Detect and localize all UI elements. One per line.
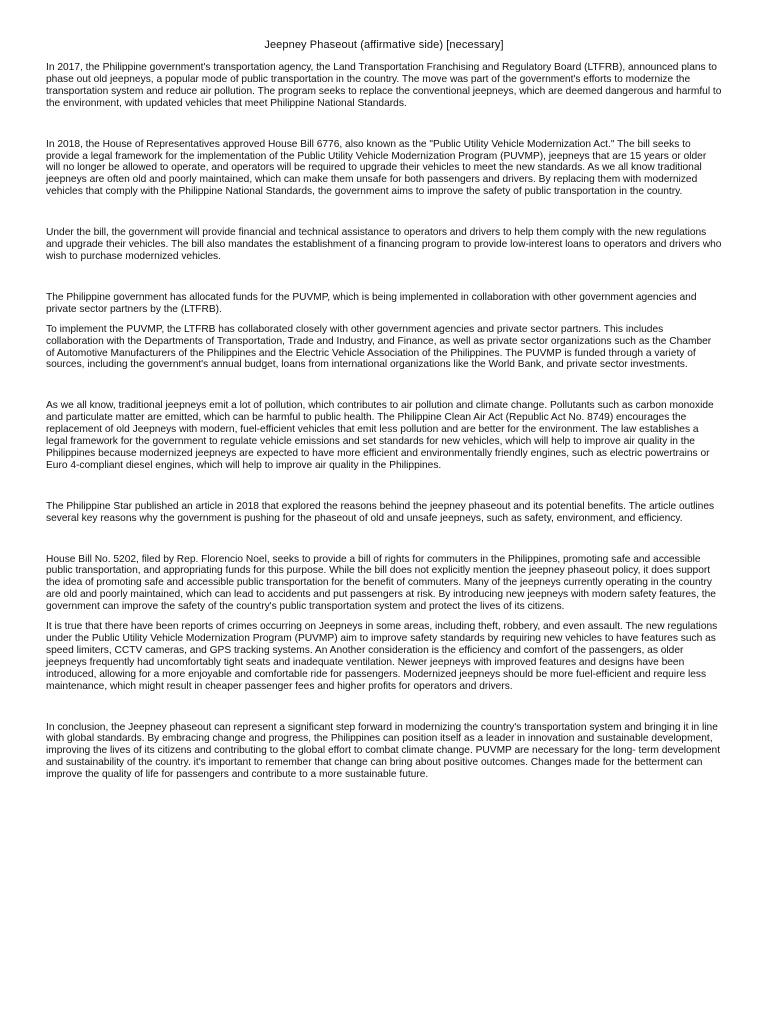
paragraph-pollution: As we all know, traditional jeepneys emit a lot of pollution, which contributes to air pollution and climate change. Pollutants such as carbon monoxide and particulate matter are emitted, which can be harmful to public health. The Philippine Clean Air Act (Republic Act No. 8749) encourages the replacement of old Jeepneys with modern, fuel-efficient vehicles that emit less pollution and are better for the environment. The law establishes a legal framework for the government to regulate vehicle emissions and set standards for new vehicles, which will help to improve air quality in the Philippines because modernized jeepneys are expected to have more efficient and environmentally friendly engines, such as electric powertrains or Euro 4-compliant diesel engines, which will help to improve air quality in the Philippines. <box>46 400 714 471</box>
paragraph-house-bill-5202: House Bill No. 5202, filed by Rep. Florencio Noel, seeks to provide a bill of rights for commuters in the Philippines, promoting safe and accessible public transportation, and appropriating funds for this purpose. While the bill does not explicitly mention the jeepney phaseout policy, it does support the idea of promoting safe and accessible public transportation for the benefit of commuters. Many of the jeepneys currently operating in the country are old and poorly maintained, which can lead to accidents and put passengers at risk. By introducing new jeepneys with modern safety features, the government can improve the safety of the country's public transportation system and protect the lives of its citizens. <box>46 553 716 613</box>
paragraph-philippine-star: The Philippine Star published an article in 2018 that explored the reasons behind the jeepney phaseout and its potential benefits. The article outlines several key reasons why the government is pushing for the phaseout of old and unsafe jeepneys, such as safety, environment, and efficiency. <box>46 500 715 524</box>
paragraph-crime-safety: It is true that there have been reports of crimes occurring on Jeepneys in some areas, including theft, robbery, and even assault. The new regulations under the Public Utility Vehicle Modernization Program (PUVMP) aim to improve safety standards by requiring new vehicles to have features such as speed limiters, CCTV cameras, and GPS tracking systems. An Another consideration is the efficiency and comfort of the passengers, as older jeepneys frequently had uncomfortably tight seats and inadequate ventilation. Newer jeepneys with improved features and designs have been introduced, allowing for a more enjoyable and comfortable ride for passengers. Modernized jeepneys should be more fuel-efficient and require less maintenance, which might result in cheaper passenger fees and higher profits for operators and drivers. <box>46 621 718 692</box>
paragraph-implementation: To implement the PUVMP, the LTFRB has collaborated closely with other government agencies and private sector partners. This includes collaboration with the Departments of Transportation, Trade and Industry, and Finance, as well as private sector organizations such as the Chamber of Automotive Manufacturers of the Philippines and the Electric Vehicle Association of the Philippines. The PUVMP is funded through a variety of sources, including the government's annual budget, loans from international organizations like the World Bank, and private sector investments. <box>46 323 712 371</box>
paragraph-allocated-funds: The Philippine government has allocated funds for the PUVMP, which is being implemented in collaboration with other government agencies and private sector partners by the (LTFRB). <box>46 291 697 315</box>
paragraph-financial-assistance: Under the bill, the government will provide financial and technical assistance to operators and drivers to help them comply with the new regulations and upgrade their vehicles. The bill also mandates the establishment of a financing program to provide low-interest loans to operators and drivers who wish to purchase modernized vehicles. <box>46 227 722 262</box>
document-title: Jeepney Phaseout (affirmative side) [necessary] <box>264 39 504 51</box>
paragraph-conclusion: In conclusion, the Jeepney phaseout can represent a significant step forward in modernizing the country's transportation system and bringing it in line with global standards. By embracing change and progress, the Philippines can position itself as a leader in innovation and sustainable development, improving the lives of its citizens and contributing to the global effort to combat climate change. PUVMP are necessary for the long- term development and sustainability of the country. it's important to remember that change can bring about positive outcomes. Changes made for the betterment can improve the quality of life for passengers and contribute to a more sustainable future. <box>46 721 721 781</box>
paragraph-ltfrb-announcement: In 2017, the Philippine government's transportation agency, the Land Transportation Franchising and Regulatory Board (LTFRB), announced plans to phase out old jeepneys, a popular mode of public transportation in the country. The move was part of the government's efforts to modernize the transportation system and reduce air pollution. The program seeks to replace the conventional jeepneys, which are deemed dangerous and harmful to the environment, with updated vehicles that meet Philippine National Standards. <box>46 62 722 109</box>
paragraph-house-bill-6776: In 2018, the House of Representatives approved House Bill 6776, also known as the "Public Utility Vehicle Modernization Act." The bill seeks to provide a legal framework for the implementation of the Public Utility Vehicle Modernization Program (PUVMP), jeepneys that are 15 years or older will no longer be allowed to operate, and operators will be required to upgrade their vehicles to meet the new standards. As we all know traditional jeepneys are often old and poorly maintained, which can make them unsafe for both passengers and drivers. By replacing them with modernized vehicles that comply with the Philippine National Standards, the government aims to improve the safety of public transportation in the country. <box>46 138 707 198</box>
